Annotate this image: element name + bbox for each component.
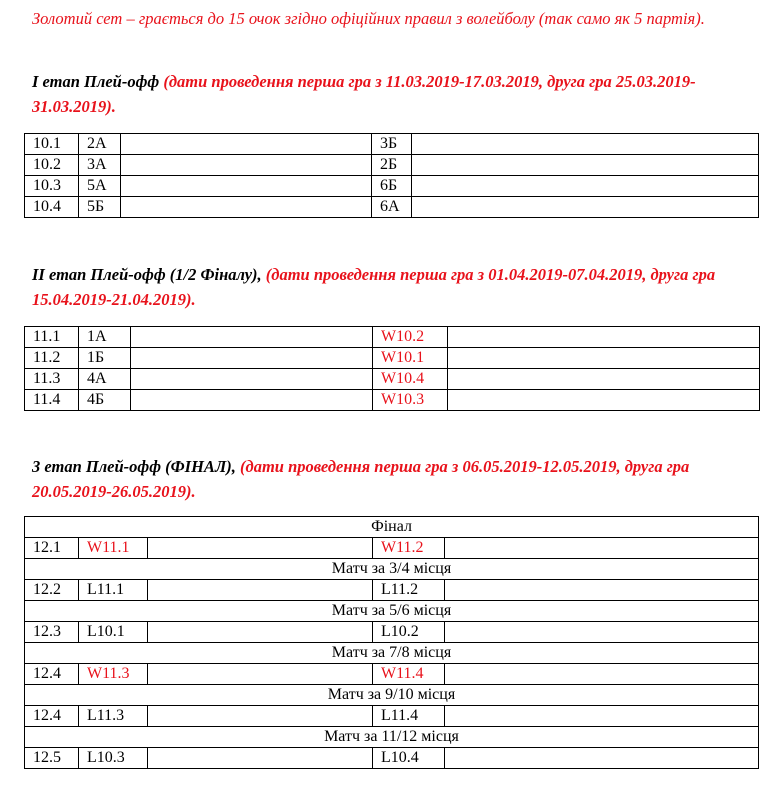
score-a-cell: [148, 538, 373, 559]
team-b: L10.2: [373, 622, 445, 643]
score-a-cell: [131, 348, 373, 369]
stage-1-dates: (дати проведення перша гра з 11.03.2019-17.03.2019, друга гра 25.03.2019-31.03.2019).: [32, 72, 696, 116]
group-heading: Матч за 9/10 місця: [25, 685, 759, 706]
score-a-cell: [121, 197, 372, 218]
match-id: 11.1: [25, 327, 79, 348]
match-row: [25, 369, 760, 390]
match-row: [25, 580, 759, 601]
score-a-cell: [148, 622, 373, 643]
match-id: 12.1: [25, 538, 79, 559]
score-b-cell: [448, 390, 760, 411]
match-id: 12.3: [25, 622, 79, 643]
group-heading: Матч за 11/12 місця: [25, 727, 759, 748]
stage-3-title: 3 етап Плей-офф (ФІНАЛ),: [32, 457, 236, 476]
match-row: [25, 155, 759, 176]
group-heading: Фінал: [25, 517, 759, 538]
match-id: 11.4: [25, 390, 79, 411]
match-id: 12.5: [25, 748, 79, 769]
stage-2-heading: [32, 262, 772, 312]
score-b-cell: [445, 664, 759, 685]
score-b-cell: [445, 622, 759, 643]
score-a-cell: [148, 664, 373, 685]
team-b: 3Б: [372, 134, 412, 155]
group-heading: Матч за 5/6 місця: [25, 601, 759, 622]
group-heading-row: [25, 601, 759, 622]
match-row: [25, 348, 760, 369]
group-heading: Матч за 3/4 місця: [25, 559, 759, 580]
score-b-cell: [445, 538, 759, 559]
score-b-cell: [445, 580, 759, 601]
score-a-cell: [131, 369, 373, 390]
match-row: [25, 664, 759, 685]
team-b: W10.1: [373, 348, 448, 369]
score-a-cell: [121, 155, 372, 176]
group-heading-row: [25, 559, 759, 580]
match-id: 12.4: [25, 664, 79, 685]
team-a: 3А: [79, 155, 121, 176]
team-a: L11.3: [79, 706, 148, 727]
team-a: 4А: [79, 369, 131, 390]
team-a: 5Б: [79, 197, 121, 218]
match-row: [25, 706, 759, 727]
match-id: 11.3: [25, 369, 79, 390]
team-a: 4Б: [79, 390, 131, 411]
score-a-cell: [131, 327, 373, 348]
match-row: [25, 327, 760, 348]
stage-2-dates: (дати проведення перша гра з 01.04.2019-07.04.2019, друга гра 15.04.2019-21.04.2019).: [32, 265, 716, 309]
stage-3-table: [24, 516, 759, 769]
match-id: 11.2: [25, 348, 79, 369]
stage-1-title: І етап Плей-офф: [32, 72, 160, 91]
score-b-cell: [445, 706, 759, 727]
group-heading-row: [25, 727, 759, 748]
match-row: [25, 538, 759, 559]
team-a: W11.3: [79, 664, 148, 685]
match-id: 10.4: [25, 197, 79, 218]
team-b: 6Б: [372, 176, 412, 197]
team-b: W11.2: [373, 538, 445, 559]
score-b-cell: [412, 197, 759, 218]
team-b: W10.4: [373, 369, 448, 390]
team-b: W11.4: [373, 664, 445, 685]
match-row: [25, 134, 759, 155]
score-b-cell: [448, 348, 760, 369]
score-a-cell: [121, 176, 372, 197]
team-a: L10.3: [79, 748, 148, 769]
score-b-cell: [448, 369, 760, 390]
team-b: W10.3: [373, 390, 448, 411]
score-b-cell: [412, 176, 759, 197]
match-row: [25, 390, 760, 411]
score-a-cell: [148, 748, 373, 769]
team-a: L10.1: [79, 622, 148, 643]
match-id: 12.4: [25, 706, 79, 727]
match-id: 10.1: [25, 134, 79, 155]
team-b: 6А: [372, 197, 412, 218]
stage-1-heading: [32, 69, 772, 119]
stage-1-table: [24, 133, 759, 218]
team-a: 1Б: [79, 348, 131, 369]
stage-3-heading: [32, 454, 772, 504]
stage-3-dates: (дати проведення перша гра з 06.05.2019-12.05.2019, друга гра 20.05.2019-26.05.2019).: [32, 457, 690, 501]
score-a-cell: [121, 134, 372, 155]
score-a-cell: [148, 580, 373, 601]
match-id: 12.2: [25, 580, 79, 601]
score-a-cell: [131, 390, 373, 411]
team-b: L11.2: [373, 580, 445, 601]
score-b-cell: [412, 134, 759, 155]
team-a: 5А: [79, 176, 121, 197]
team-a: 1А: [79, 327, 131, 348]
team-b: W10.2: [373, 327, 448, 348]
team-b: 2Б: [372, 155, 412, 176]
score-a-cell: [148, 706, 373, 727]
team-b: L11.4: [373, 706, 445, 727]
score-b-cell: [412, 155, 759, 176]
golden-set-note: Золотий сет – грається до 15 очок згідно офіційних правил з волейболу (так само як 5 партія).: [32, 9, 705, 28]
team-a: L11.1: [79, 580, 148, 601]
score-b-cell: [445, 748, 759, 769]
team-b: L10.4: [373, 748, 445, 769]
score-b-cell: [448, 327, 760, 348]
match-id: 10.2: [25, 155, 79, 176]
match-id: 10.3: [25, 176, 79, 197]
team-a: W11.1: [79, 538, 148, 559]
group-heading-row: [25, 517, 759, 538]
group-heading-row: [25, 643, 759, 664]
match-row: [25, 197, 759, 218]
match-row: [25, 622, 759, 643]
stage-2-table: [24, 326, 760, 411]
stage-2-title: ІІ етап Плей-офф (1/2 Фіналу),: [32, 265, 262, 284]
group-heading: Матч за 7/8 місця: [25, 643, 759, 664]
match-row: [25, 748, 759, 769]
team-a: 2А: [79, 134, 121, 155]
match-row: [25, 176, 759, 197]
group-heading-row: [25, 685, 759, 706]
